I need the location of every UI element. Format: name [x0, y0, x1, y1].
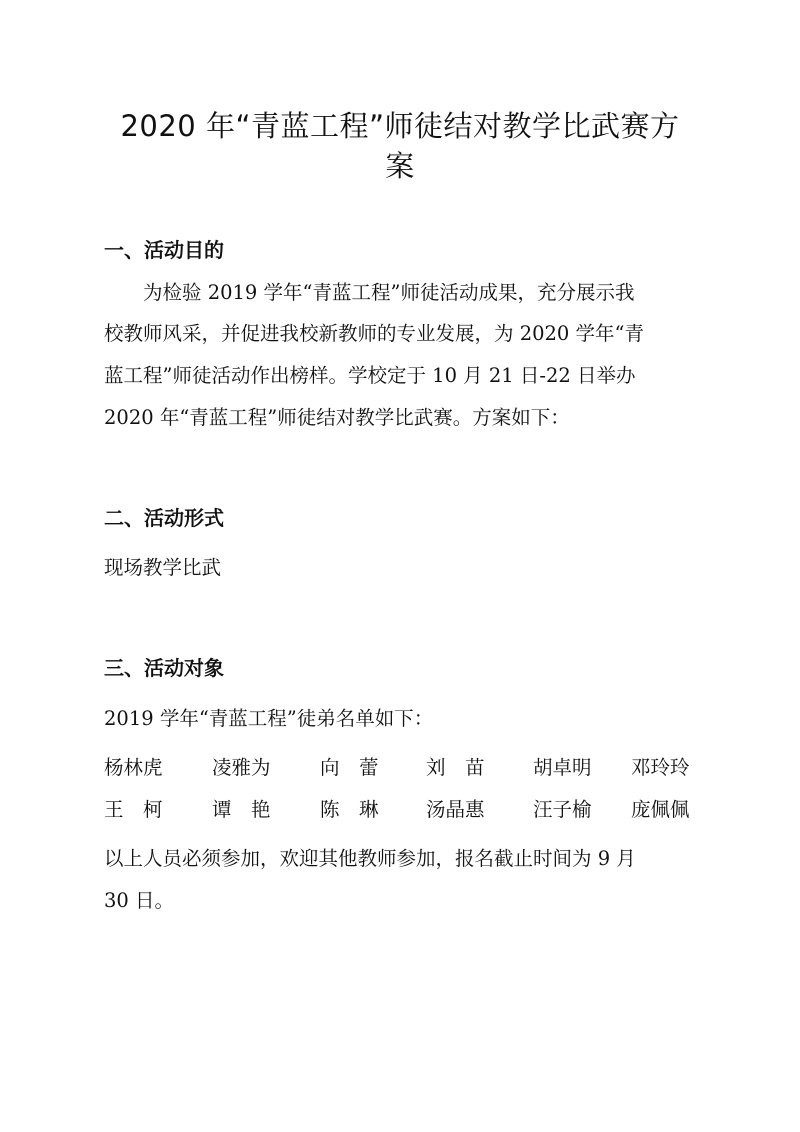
paragraph-line: 为检验 2019 学年“青蓝工程”师徒活动成果，充分展示我 [143, 281, 635, 304]
participant-name: 凌雅为 [212, 756, 271, 779]
document-title-line-1: 2020 年“青蓝工程”师徒结对教学比武赛方 [120, 109, 680, 143]
paragraph-line: 校教师风采，并促进我校新教师的专业发展，为 2020 学年“青 [104, 322, 644, 345]
section-heading-participants: 三、活动对象 [104, 656, 224, 680]
paragraph-line: 以上人员必须参加，欢迎其他教师参加，报名截止时间为 9 月 [104, 847, 636, 870]
participant-name: 胡卓明 [533, 756, 592, 779]
participant-name: 谭 艳 [212, 798, 271, 821]
participant-name: 邓玲玲 [631, 756, 690, 779]
participant-name: 汪子榆 [533, 798, 592, 821]
participant-name: 王 柯 [104, 798, 163, 821]
paragraph-line: 2020 年“青蓝工程”师徒结对教学比武赛。方案如下： [104, 406, 570, 429]
participant-name: 陈 琳 [320, 798, 379, 821]
paragraph-line: 蓝工程”师徒活动作出榜样。学校定于 10 月 21 日-22 日举办 [104, 364, 636, 387]
paragraph-line: 现场教学比武 [104, 556, 222, 579]
participant-name: 向 蕾 [320, 756, 379, 779]
section-heading-purpose: 一、活动目的 [104, 238, 224, 262]
participant-name: 汤晶惠 [426, 798, 485, 821]
document-title-line-2: 案 [385, 149, 415, 183]
participant-name: 庞佩佩 [631, 798, 690, 821]
participant-name: 刘 苗 [426, 756, 485, 779]
participant-name: 杨林虎 [104, 756, 163, 779]
participants-intro: 2019 学年“青蓝工程”徒弟名单如下： [104, 707, 434, 730]
section-heading-format: 二、活动形式 [104, 506, 224, 530]
paragraph-line: 30 日。 [104, 889, 175, 912]
